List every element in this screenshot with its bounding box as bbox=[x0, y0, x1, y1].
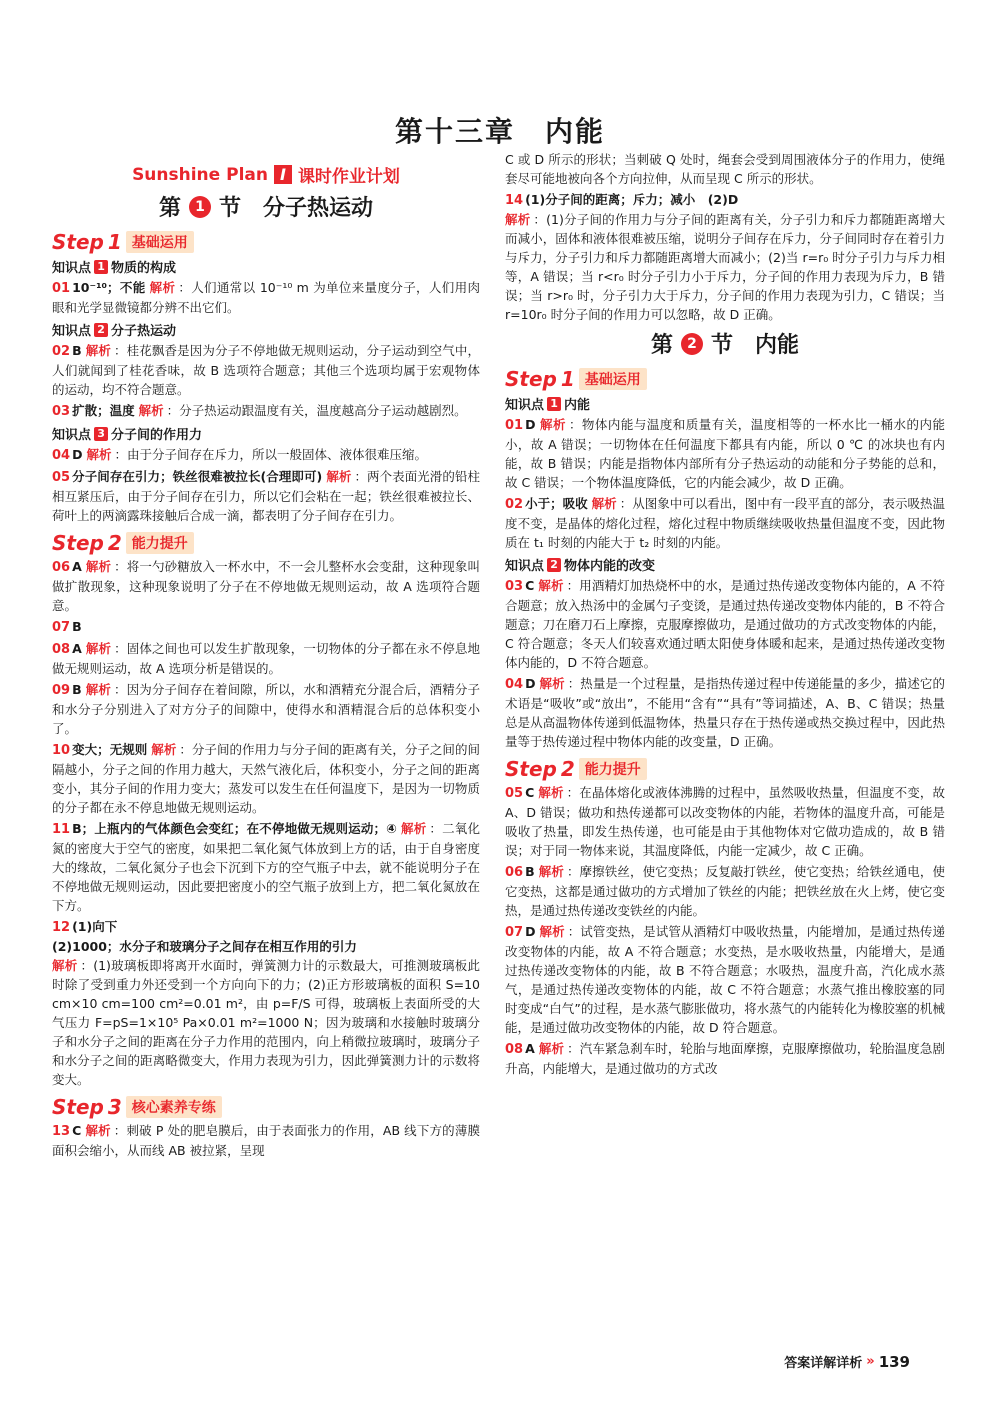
section-pre: 第 bbox=[158, 196, 181, 221]
question-04: 04 D 解析 ：由于分子间存在斥力，所以一般固体、液体很难压缩。 bbox=[52, 447, 428, 463]
question-r01: 01 D 解析 ：物体内能与温度和质量有关，温度相等的一杯水比一桶水的内能小，故 A 错误；一切物体在任何温度下都具有内能，所以 0 ℃ 的冰块也有内能，故 B 错误；内能是指物体内部所有分子热运动的动能和分子势能的总和，故 C 错误；一个物体温度降低，它的内能会减少，故 D 正确。 bbox=[505, 417, 945, 490]
left-column bbox=[52, 160, 480, 1162]
step-1-heading: Step 1 基础运用 bbox=[505, 367, 945, 391]
section-number: 1 bbox=[189, 196, 211, 218]
step-2-heading: Step 2 能力提升 bbox=[52, 531, 480, 555]
plan-en: Sunshine Plan bbox=[132, 164, 268, 185]
step-2-heading: Step 2 能力提升 bbox=[505, 757, 945, 781]
question-08: 08 A 解析 ：固体之间也可以发生扩散现象，一切物体的分子都在永不停息地做无规则运动，故 A 选项分析是错误的。 bbox=[52, 641, 480, 676]
section-number: 2 bbox=[681, 333, 703, 355]
question-02: 02 B 解析 ：桂花飘香是因为分子不停地做无规则运动，分子运动到空气中，人们就闻到了桂花香味，故 B 选项符合题意；其他三个选项均属于宏观物体的运动，均不符合题意。 bbox=[52, 343, 480, 397]
knowledge-point-heading: 知识点 2 物体内能的改变 bbox=[505, 558, 656, 574]
question-12: 12 (1)向下 (2)1000；水分子和玻璃分子之间存在相互作用的引力 解析 ：(1)玻璃板即将离开水面时，弹簧测力计的示数最大，可推测玻璃板此时除了受到重力外还受到一个方向向下的力；(2)正方形玻璃板的面积 S=10 cm×10 cm=100 cm²=0.01 m²，由 p=F/S 可得，玻璃板上表面所受的大气压力 F=pS=1×10⁵ Pa×0.01 m²=1000 N；因为玻璃和水接触时玻璃分子和水分子之间的距离在分子力作用的范围内，向上稍微拉玻璃时，玻璃分子和水分子之间的距离略微变大，作用力表现为引力，因此弹簧测力计的示数将变大。 bbox=[52, 919, 480, 1087]
question-r06: 06 B 解析 ：摩擦铁丝，使它变热；反复敲打铁丝，使它变热；给铁丝通电，使它变热，这都是通过做功的方式增加了铁丝的内能；把铁丝放在火上烤，使它变热，是通过热传递改变铁丝的内能。 bbox=[505, 864, 945, 918]
question-r03: 03 C 解析 ：用酒精灯加热烧杯中的水，是通过热传递改变物体内能的，A 不符合题意；放入热汤中的金属勺子变烫，是通过热传递改变物体内能的，B 不符合题意；刀在磨刀石上摩擦，克服摩擦做功，是通过做功的方式改变物体的内能，C 符合题意；冬天人们较喜欢通过晒太阳使身体暖和起来，是通过热传递改变物体内能的，D 不符合题意。 bbox=[505, 578, 945, 670]
right-column bbox=[505, 150, 945, 1080]
question-r02: 02 小于；吸收 解析 ：从图象中可以看出，图中有一段平直的部分，表示吸热温度不变，是晶体的熔化过程，熔化过程中物质继续吸收热量但温度不变，因此物质在 t₁ 时刻的内能大于 t₂ 时刻的内能。 bbox=[505, 496, 945, 550]
page-footer bbox=[784, 1352, 910, 1371]
question-13-continued: C 或 D 所示的形状；当刺破 Q 处时，绳套会受到周围液体分子的作用力，使绳套尽可能地被向各个方向拉伸，从而呈现 C 所示的形状。 bbox=[505, 152, 945, 186]
question-03: 03 扩散；温度 解析 ：分子热运动跟温度有关，温度越高分子运动越剧烈。 bbox=[52, 403, 467, 419]
question-11: 11 B；上瓶内的气体颜色会变红；在不停地做无规则运动；④ 解析 ：二氧化氮的密度大于空气的密度，如果把二氧化氮气体放到上方的话，由于自身密度大的缘故，二氧化氮分子也会下沉到下方的空气瓶子中去，就不能说明分子在不停地做无规则运动，因此要把密度小的空气瓶子放到上方，把二氧化氮放在下方。 bbox=[52, 821, 480, 913]
knowledge-point-heading: 知识点 1 内能 bbox=[505, 397, 591, 413]
double-arrow-icon: » bbox=[866, 1354, 875, 1369]
chapter-title: 第十三章 内能 bbox=[394, 115, 605, 148]
question-09: 09 B 解析 ：因为分子间存在着间隙，所以，水和酒精充分混合后，酒精分子和水分子分别进入了对方分子的间隙中，使得水和酒精混合后的总体积变小了。 bbox=[52, 682, 480, 736]
footer-label: 答案详解详析 bbox=[784, 1356, 863, 1371]
question-06: 06 A 解析 ：将一勺砂糖放入一杯水中，不一会儿整杯水会变甜，这种现象叫做扩散现象，这种现象说明了分子在不停地做无规则运动，故 A 选项符合题意。 bbox=[52, 559, 480, 613]
plan-mark: I bbox=[274, 165, 292, 184]
question-r05: 05 C 解析 ：在晶体熔化或液体沸腾的过程中，虽然吸收热量，但温度不变，故 A、D 错误；做功和热传递都可以改变物体的内能，若物体的温度升高，可能是吸收了热量，即发生热传递，也可能是由于其他物体对它做功造成的，故 B 错误；对于同一物体来说，其温度降低，内能一定减少，故 C 正确。 bbox=[505, 785, 945, 858]
page-number: 139 bbox=[878, 1352, 910, 1371]
step-1-heading: Step 1 基础运用 bbox=[52, 230, 480, 254]
plan-cn: 课时作业计划 bbox=[297, 167, 400, 187]
question-14: 14 (1)分子间的距离；斥力；减小 (2)D 解析 ：(1)分子间的作用力与分子间的距离有关，分子引力和斥力都随距离增大而减小，固体和液体很难被压缩，说明分子间存在斥力，分子间同时存在着引力与斥力，分子引力和斥力都随距离增大而减小；(2)当 r=r₀ 时分子引力与斥力相等，A 错误；当 r<r₀ 时分子引力小于斥力，分子间的作用力表现为斥力，B 错误；当 r>r₀ 时，分子引力大于斥力，分子间的作用力表现为引力，C 错误；当 r=10r₀ 时分子间的作用力可以忽略，故 D 正确。 bbox=[505, 192, 945, 322]
section-name: 节 分子热运动 bbox=[219, 196, 374, 221]
section-title-2: 第 2 节 内能 bbox=[650, 333, 800, 358]
question-r04: 04 D 解析 ：热量是一个过程量，是指热传递过程中传递能量的多少，描述它的术语是“吸收”或“放出”，不能用“含有”“具有”等词描述，A、B、C 错误；热量总是从高温物体传递到低温物体，热量只存在于热传递或热交换过程中，因此热量等于热传递过程中物体内能的改变量，D 正确。 bbox=[505, 676, 945, 749]
question-05: 05 分子间存在引力；铁丝很难被拉长(合理即可) 解析 ：两个表面光滑的铅柱相互紧压后，由于分子间存在引力，所以它们会粘在一起；铁丝很难被拉长、荷叶上的两滴露珠接触后合成一滴，都表明了分子间存在引力。 bbox=[52, 469, 480, 523]
question-10: 10 变大；无规则 解析 ：分子间的作用力与分子间的距离有关，分子之间的间隔越小，分子之间的作用力越大，天然气液化后，体积变小，分子之间的距离变小，其分子间的作用力变大；蒸发可以发生在任何温度下，是因为一切物质的分子都在永不停息地做无规则运动。 bbox=[52, 742, 480, 815]
question-13: 13 C 解析 ：刺破 P 处的肥皂膜后，由于表面张力的作用，AB 线下方的薄膜面积会缩小，从而线 AB 被拉紧，呈现 bbox=[52, 1123, 480, 1158]
sunshine-plan-banner bbox=[52, 162, 480, 187]
question-r08: 08 A 解析 ：汽车紧急刹车时，轮胎与地面摩擦，克服摩擦做功，轮胎温度急剧升高，内能增大，是通过做功的方式改 bbox=[505, 1041, 945, 1076]
question-r07: 07 D 解析 ：试管变热，是试管从酒精灯中吸收热量，内能增加，是通过热传递改变物体的内能，故 A 不符合题意；水变热，是水吸收热量，内能增大，是通过热传递改变物体的内能，故 B 不符合题意；水吸热，温度升高，汽化成水蒸气，是通过热传递改变物体的内能，故 C 不符合题意；水蒸气推出橡胶塞的同时变成“白气”的过程，是水蒸气膨胀做功，将水蒸气的内能转化为橡胶塞的机械能，是通过做功改变物体的内能，故 D 符合题意。 bbox=[505, 924, 945, 1035]
section-title-1 bbox=[52, 191, 480, 222]
question-01: 01 10⁻¹⁰；不能 解析 ：人们通常以 10⁻¹⁰ m 为单位来量度分子，人们用肉眼和光学显微镜都分辨不出它们。 bbox=[52, 280, 480, 315]
knowledge-point-heading: 知识点 2 分子热运动 bbox=[52, 323, 177, 339]
knowledge-point-heading: 知识点 3 分子间的作用力 bbox=[52, 427, 203, 443]
knowledge-point-heading: 知识点 1 物质的构成 bbox=[52, 260, 177, 276]
question-07: 07 B bbox=[52, 619, 82, 635]
step-3-heading: Step 3 核心素养专练 bbox=[52, 1095, 480, 1119]
